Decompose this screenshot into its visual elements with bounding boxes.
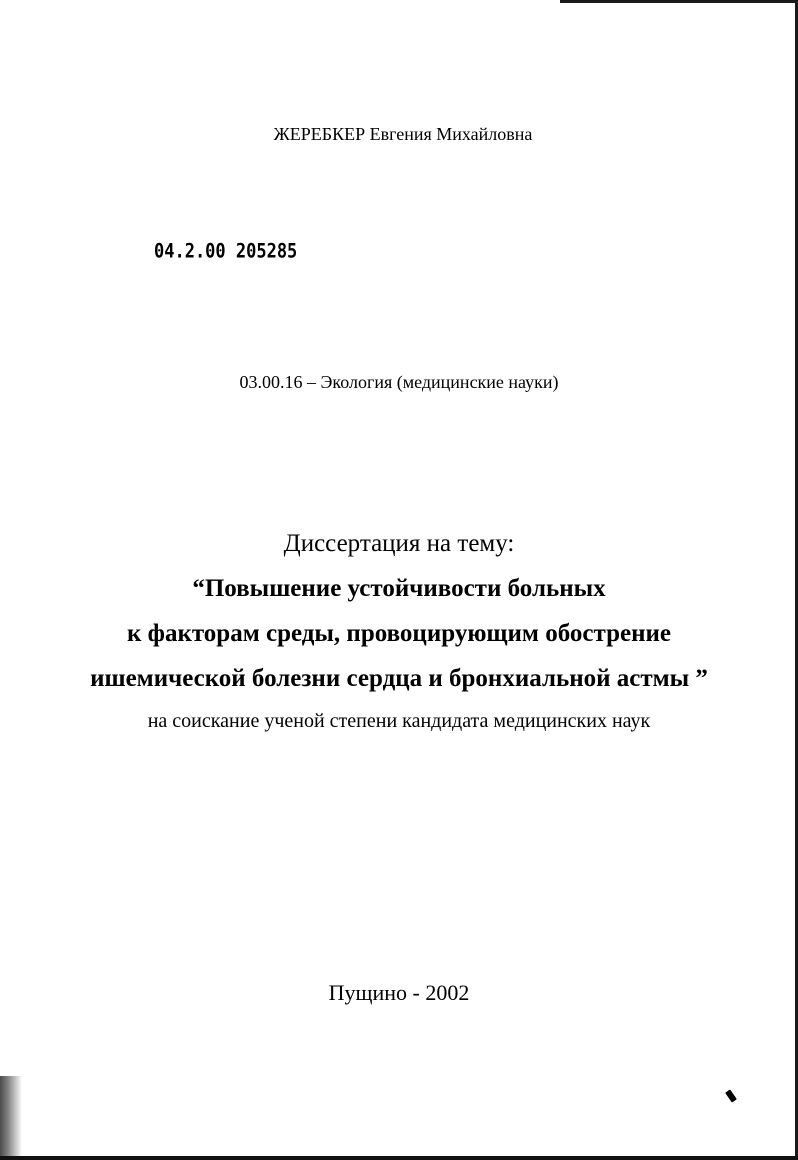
place-and-year: Пущино - 2002 — [328, 980, 470, 1005]
author-name: ЖЕРЕБКЕР Евгения Михайловна — [273, 124, 533, 144]
dissertation-label: Диссертация на тему: — [283, 530, 515, 557]
title-line-3: ишемической болезни сердца и бронхиальной астмы ” — [90, 665, 708, 692]
scan-edge-top — [560, 0, 798, 3]
scan-speck — [725, 1089, 737, 1102]
scan-smudge — [0, 1076, 22, 1156]
title-line-1: “Повышение устойчивости больных — [192, 575, 606, 602]
degree-statement: на соискание ученой степени кандидата медицинских наук — [147, 710, 651, 732]
title-line-2: к факторам среды, провоцирующим обострение — [127, 620, 671, 647]
specialty-code: 03.00.16 – Экология (медицинские науки) — [239, 372, 559, 392]
registration-stamp: 04.2.00 205285 — [154, 240, 298, 263]
scan-edge-bottom — [0, 1156, 798, 1160]
